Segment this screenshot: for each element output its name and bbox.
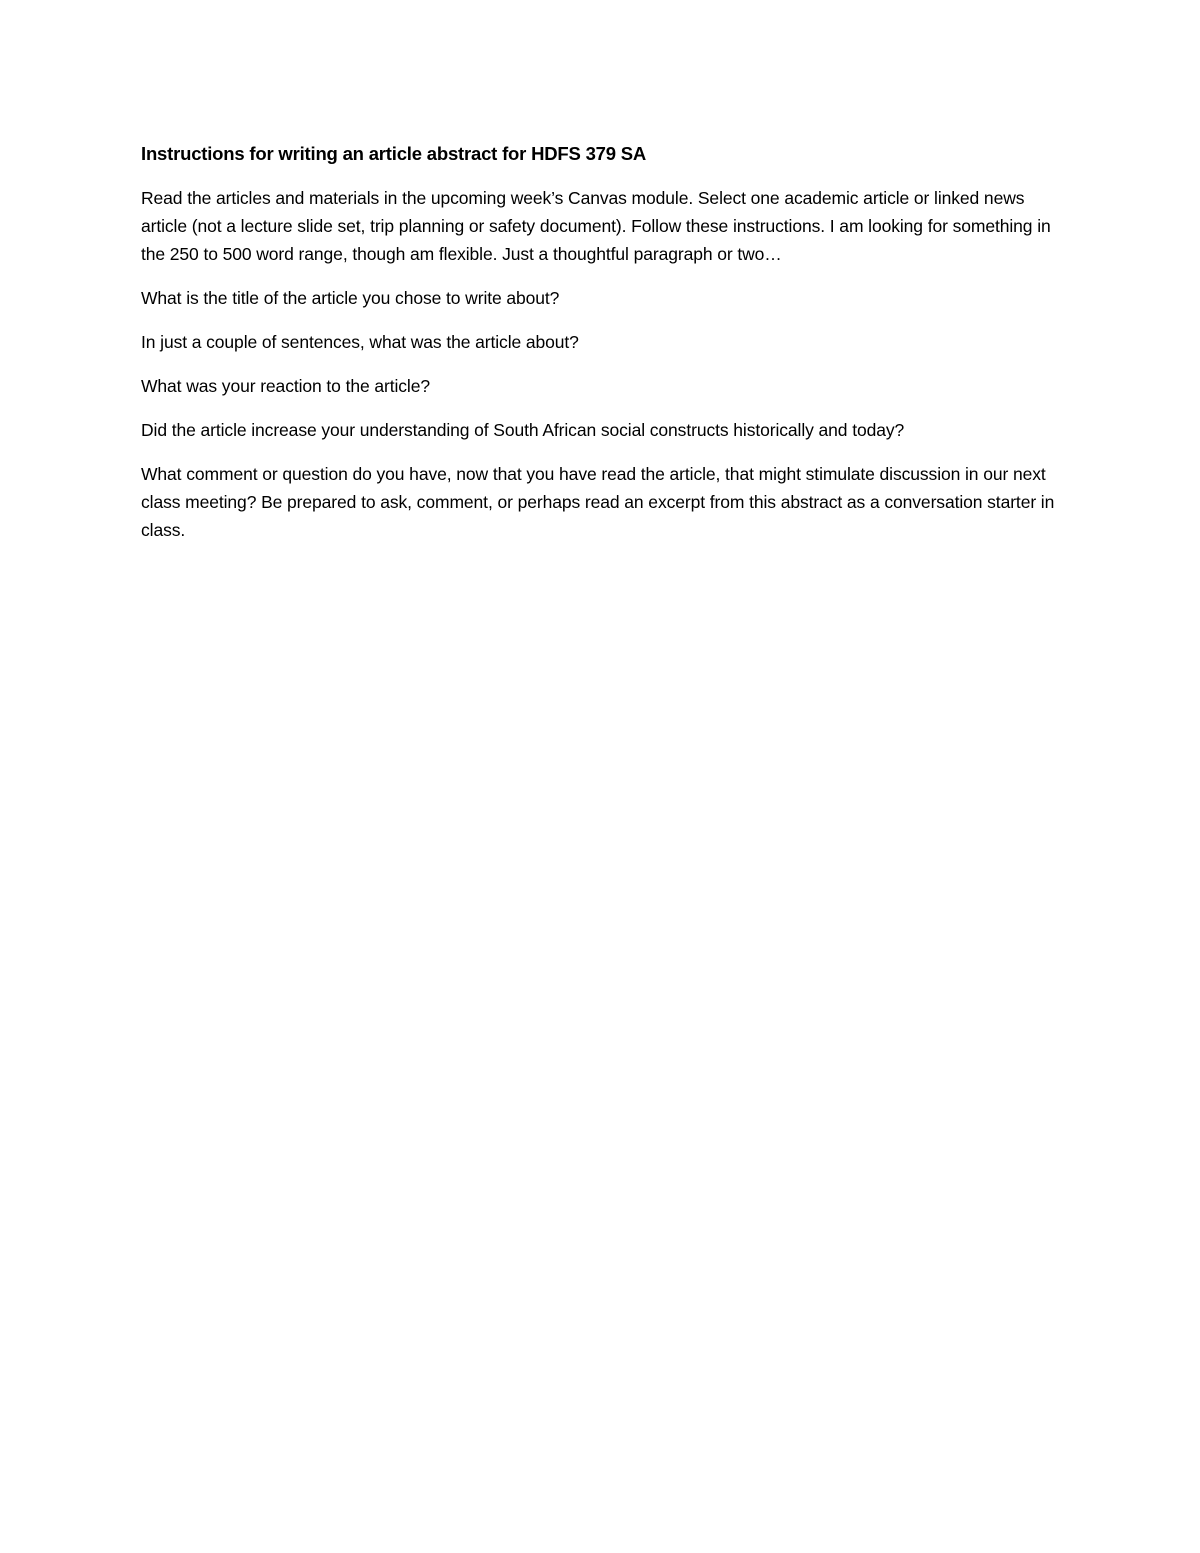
- intro-paragraph: Read the articles and materials in the upcoming week’s Canvas module. Select one academic article or linked news article (not a lecture slide set, trip planning or safety document). Follow these instructions. I am looking for something in the 250 to 500 word range, though am flexible. Just a thoughtful paragraph or two…: [141, 188, 1051, 264]
- question-title: What is the title of the article you chose to write about?: [141, 288, 560, 308]
- document-body: [141, 140, 1061, 560]
- question-summary: In just a couple of sentences, what was the article about?: [141, 332, 579, 352]
- question-reaction: What was your reaction to the article?: [141, 376, 430, 396]
- question-discussion: What comment or question do you have, now that you have read the article, that might stimulate discussion in our next class meeting? Be prepared to ask, comment, or perhaps read an excerpt from this abstract as a conversation starter in class.: [141, 464, 1055, 540]
- question-understanding: Did the article increase your understanding of South African social constructs historically and today?: [141, 420, 905, 440]
- document-title: Instructions for writing an article abstract for HDFS 379 SA: [141, 143, 647, 164]
